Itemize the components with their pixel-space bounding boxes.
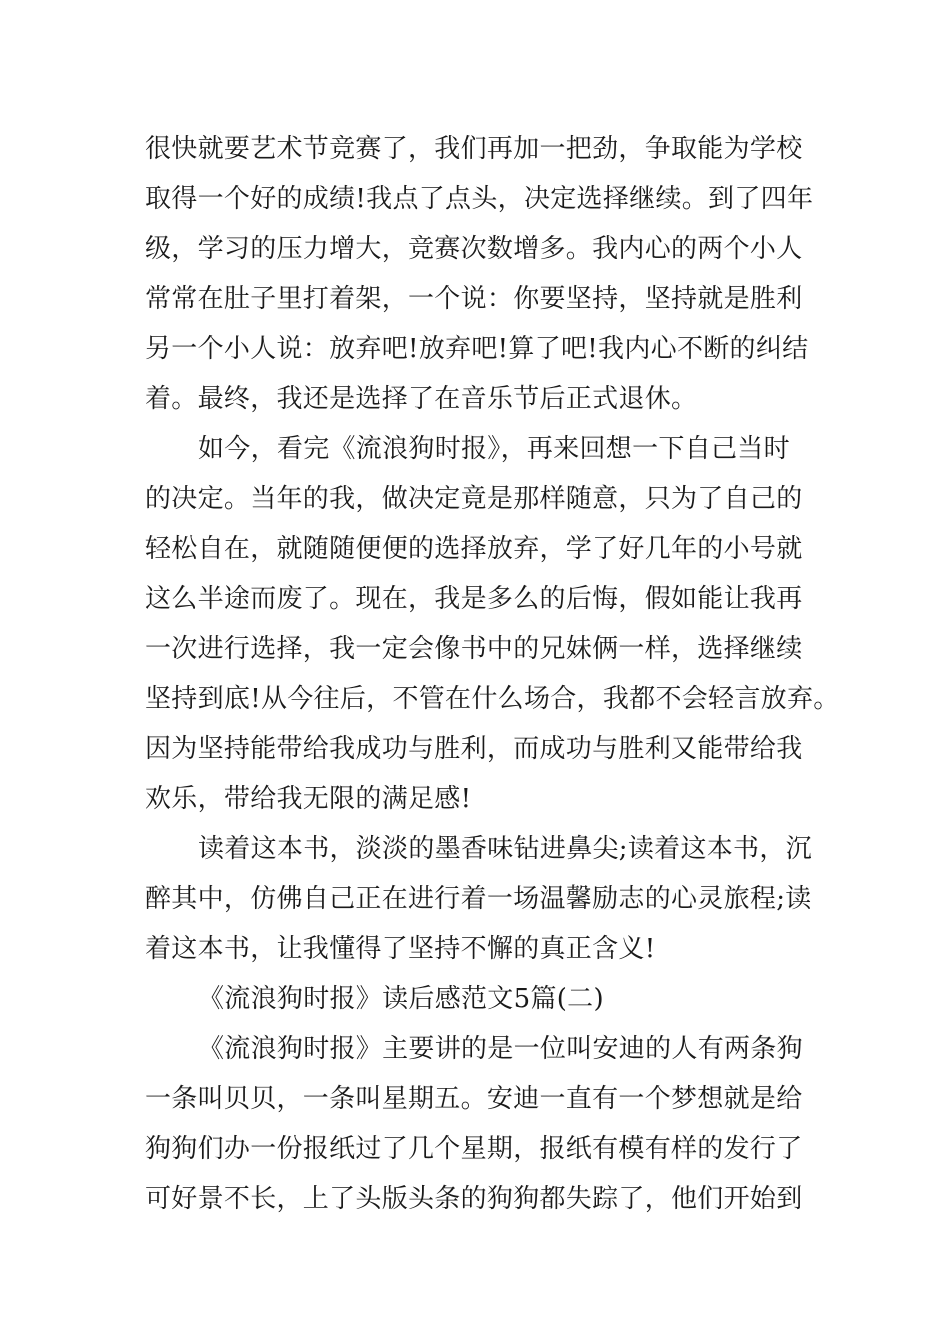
paragraph-line: 一条叫贝贝，一条叫星期五。安迪一直有一个梦想就是给: [145, 1084, 803, 1114]
paragraph-line: 很快就要艺术节竞赛了，我们再加一把劲，争取能为学校: [145, 134, 803, 164]
paragraph-line: 醉其中，仿佛自己正在进行着一场温馨励志的心灵旅程;读: [145, 884, 812, 914]
paragraph-line: 常常在肚子里打着架，一个说：你要坚持，坚持就是胜利: [145, 284, 803, 314]
paragraph-line: 轻松自在，就随随便便的选择放弃，学了好几年的小号就: [145, 534, 803, 564]
paragraph-line: 可好景不长，上了头版头条的狗狗都失踪了，他们开始到: [145, 1184, 803, 1214]
paragraph-line: 级，学习的压力增大，竞赛次数增多。我内心的两个小人: [145, 234, 803, 264]
paragraph-line: 欢乐，带给我无限的满足感!: [145, 784, 472, 814]
paragraph-line: 取得一个好的成绩!我点了点头，决定选择继续。到了四年: [145, 184, 814, 214]
paragraph-line: 读着这本书，淡淡的墨香味钻进鼻尖;读着这本书，沉: [198, 834, 812, 864]
paragraph-line: 一次进行选择，我一定会像书中的兄妹俩一样，选择继续: [145, 634, 803, 664]
section-heading: 《流浪狗时报》读后感范文5篇(二): [198, 984, 604, 1014]
paragraph-line: 《流浪狗时报》主要讲的是一位叫安迪的人有两条狗: [198, 1034, 803, 1064]
paragraph-line: 如今，看完《流浪狗时报》，再来回想一下自己当时: [198, 434, 790, 464]
paragraph-line: 着。最终，我还是选择了在音乐节后正式退休。: [145, 384, 698, 414]
paragraph-line: 这么半途而废了。现在，我是多么的后悔，假如能让我再: [145, 584, 803, 614]
paragraph-line: 因为坚持能带给我成功与胜利，而成功与胜利又能带给我: [145, 734, 803, 764]
paragraph-line: 坚持到底!从今往后，不管在什么场合，我都不会轻言放弃。: [145, 684, 840, 714]
paragraph-line: 着这本书，让我懂得了坚持不懈的真正含义!: [145, 934, 656, 964]
paragraph-line: 狗狗们办一份报纸过了几个星期，报纸有模有样的发行了: [145, 1134, 803, 1164]
paragraph-line: 的决定。当年的我，做决定竟是那样随意，只为了自己的: [145, 484, 803, 514]
paragraph-line: 另一个小人说：放弃吧!放弃吧!算了吧!我内心不断的纠结: [145, 334, 809, 364]
